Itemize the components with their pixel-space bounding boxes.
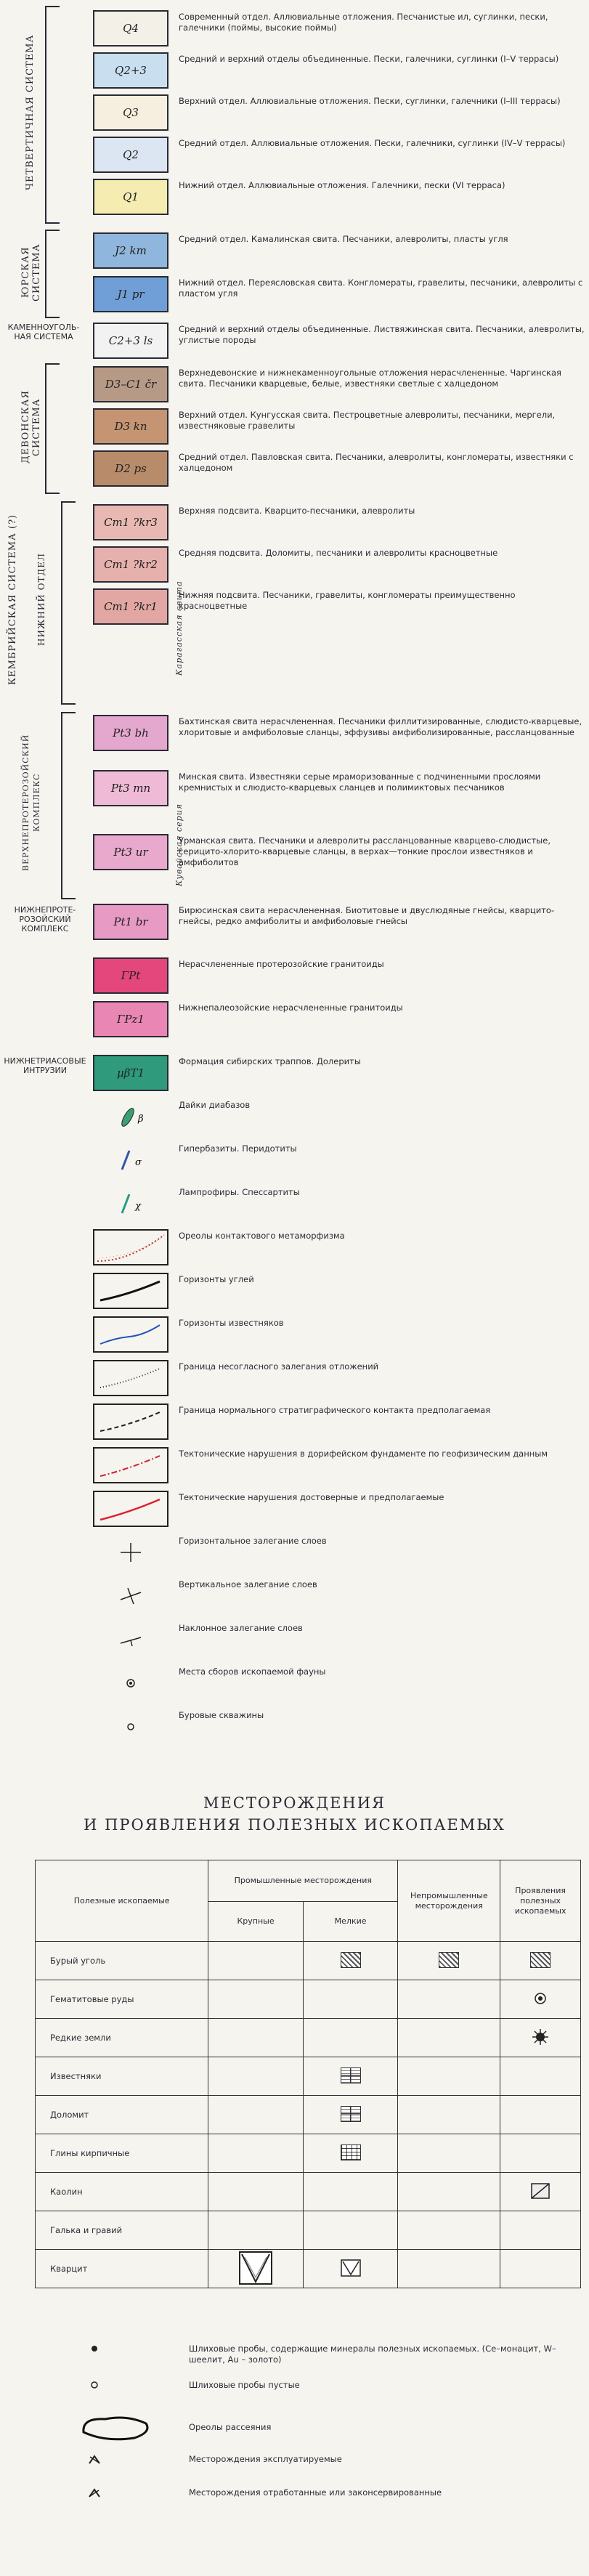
legend-row	[93, 998, 587, 1040]
deposit-symbol	[341, 2259, 361, 2277]
system-label-devonian: ДЕВОНСКАЯ СИСТЕМА	[20, 390, 42, 464]
mineral-name: Кварцит	[36, 2250, 208, 2288]
kuvai-label: Кувайская серия	[174, 803, 184, 886]
header-manifestations: Проявления полезных ископаемых	[500, 1860, 581, 1942]
legend-row	[93, 1488, 587, 1530]
deposit-cell	[398, 2019, 500, 2057]
deposit-cell	[398, 1980, 500, 2019]
svg-text:χ: χ	[135, 1201, 141, 1212]
deposit-cell	[303, 2134, 398, 2173]
legend-text: Современный отдел. Аллювиальные отложения. Песчанистые ил, суглинки, пески, галечники (поймы, высокие поймы)	[179, 12, 548, 33]
system-label-cambrian: КЕМБРИЙСКАЯ СИСТЕМА (?)	[7, 514, 18, 685]
legend-row	[93, 1139, 587, 1181]
mineral-name: Бурый уголь	[36, 1942, 208, 1980]
legend-text: Ореолы контактового метаморфизма	[179, 1231, 345, 1241]
legend-swatch	[93, 588, 168, 625]
svg-text:β: β	[138, 1114, 144, 1125]
note-text: Шлиховые пробы, содержащие минералы полезных ископаемых. (Ce–монацит, W–шеелит, Au – золото)	[189, 2344, 556, 2365]
deposit-cell	[398, 2096, 500, 2134]
legend-swatch	[93, 408, 168, 445]
legend-row	[93, 1531, 587, 1573]
legend-swatch	[93, 904, 168, 940]
legend-row	[93, 1095, 587, 1138]
table-row	[36, 2019, 581, 2057]
legend-text: Средний отдел. Павловская свита. Песчаники, алевролиты, конгломераты, известняки с халцедоном	[179, 452, 574, 473]
legend-swatch	[93, 715, 168, 751]
deposit-cell	[500, 2057, 581, 2096]
deposit-cell	[208, 2057, 304, 2096]
note-text: Ореолы рассеяния	[189, 2422, 272, 2432]
legend-text: Средний и верхний отделы объединенные. Листвяжинская свита. Песчаники, алевролиты, углистые породы	[179, 324, 585, 345]
legend-row	[93, 543, 587, 586]
legend-code: D2 ps	[115, 462, 147, 475]
deposit-cell	[500, 2173, 581, 2211]
legend-swatch	[93, 957, 168, 994]
legend-row	[93, 1444, 587, 1486]
legend-row	[93, 363, 587, 405]
legend-code: μβT1	[117, 1066, 145, 1080]
legend-row	[93, 1401, 587, 1443]
mineral-name: Доломит	[36, 2096, 208, 2134]
legend-text: Бахтинская свита нерасчлененная. Песчаники филлитизированные, слюдисто-кварцевые, хлоритовые и амфиболовые сланцы, эффузивы амфиболизированные, рассланцованные	[179, 716, 582, 737]
deposit-cell	[208, 1942, 304, 1980]
legend-row	[93, 1183, 587, 1225]
deposit-symbol	[341, 2144, 361, 2160]
legend-text: Средний отдел. Камалинская свита. Песчаники, алевролиты, пласты угля	[179, 234, 508, 244]
note-symbol-icon	[73, 2380, 116, 2393]
legend-text: Нижний отдел. Переясловская свита. Конгломераты, гравелиты, песчаники, алевролиты с пластом угля	[179, 278, 583, 299]
legend-swatch	[93, 770, 168, 806]
note-symbol-icon	[73, 2344, 116, 2357]
legend-row	[93, 49, 587, 92]
legend-code: ΓPt	[121, 969, 141, 982]
deposits-table-body	[36, 1942, 581, 2288]
devonian-bracket	[45, 363, 60, 494]
system-label-jurassic: ЮРСКАЯ СИСТЕМА	[20, 243, 42, 301]
legend-code: Q1	[123, 190, 139, 203]
legend-text: Формация сибирских траппов. Долериты	[179, 1056, 361, 1066]
legend-text: Минская свита. Известняки серые мраморизованные с подчиненными прослоями кремнистых и слюдисто-кварцевых сланцев и полимиктовых песчаников	[179, 771, 541, 793]
legend-code: Q2+3	[115, 64, 147, 77]
legend-code: ΓPz1	[117, 1013, 145, 1026]
legend-code: Pt3 ur	[113, 846, 148, 859]
note-row	[73, 2454, 581, 2480]
legend-text: Вертикальное залегание слоев	[179, 1579, 317, 1589]
deposit-cell	[303, 2057, 398, 2096]
jurassic-bracket	[45, 230, 60, 318]
note-row	[73, 2487, 581, 2514]
legend-swatch	[93, 1273, 168, 1309]
legend-code: D3 kn	[114, 420, 147, 433]
legend-swatch	[93, 1055, 168, 1091]
legend-code: D3–C1 čr	[105, 378, 157, 391]
legend-row	[93, 586, 587, 628]
system-label-lower-proterozoic: НИЖНЕПРОТЕ-РОЗОЙСКИЙ КОМПЛЕКС	[14, 905, 76, 933]
deposits-title-line1: МЕСТОРОЖДЕНИЯ	[203, 1794, 386, 1812]
deposit-cell	[208, 2211, 304, 2250]
series-label-lower: НИЖНИЙ ОТДЕЛ	[36, 553, 46, 646]
deposit-symbol	[341, 1952, 361, 1968]
note-symbol-icon	[73, 2487, 116, 2502]
legend-row	[93, 501, 587, 543]
legend-text: Горизонты углей	[179, 1274, 254, 1284]
cambrian-bracket	[61, 501, 76, 705]
legend-text: Верхнедевонские и нижнекаменноугольные отложения нерасчлененные. Чаргинская свита. Песчаники кварцевые, белые, известняки светлые с халцедоном	[179, 368, 561, 389]
legend-swatch	[93, 1621, 168, 1658]
legend-text: Места сборов ископаемой фауны	[179, 1666, 326, 1677]
deposit-cell	[398, 2250, 500, 2288]
system-label-upper-proterozoic: ВЕРХНЕПРОТЕРОЗОЙСКИЙ КОМПЛЕКС	[21, 734, 41, 872]
deposit-symbol	[341, 2067, 361, 2083]
legend-swatch	[93, 1578, 168, 1614]
legend-row	[93, 1270, 587, 1312]
deposit-cell	[303, 1980, 398, 2019]
legend-row	[93, 1226, 587, 1268]
legend-text: Нижняя подсвита. Песчаники, гравелиты, конгломераты преимущественно красноцветные	[179, 590, 516, 611]
legend-swatch	[93, 276, 168, 312]
deposit-symbol	[341, 2106, 361, 2122]
legend-row	[93, 955, 587, 997]
legend-swatch	[93, 232, 168, 269]
mineral-name: Редкие земли	[36, 2019, 208, 2057]
deposit-cell	[303, 2211, 398, 2250]
legend-row	[93, 230, 587, 272]
legend-text: Граница нормального стратиграфического контакта предполагаемая	[179, 1405, 491, 1415]
deposit-cell	[398, 2173, 500, 2211]
deposit-cell	[500, 1980, 581, 2019]
legend-text: Нижнепалеозойские нерасчлененные гранитоиды	[179, 1003, 403, 1013]
mineral-name: Глины кирпичные	[36, 2134, 208, 2173]
quaternary-bracket	[45, 6, 60, 224]
legend-text: Бирюсинская свита нерасчлененная. Биотитовые и двуслюдяные гнейсы, кварцито-гнейсы, редко амфиболиты и амфиболовые гнейсы	[179, 905, 555, 926]
legend-code: Pt3 mn	[110, 782, 151, 795]
deposit-cell	[208, 2134, 304, 2173]
legend-row	[93, 1575, 587, 1617]
legend-text: Горизонты известняков	[179, 1318, 284, 1328]
table-row	[36, 2211, 581, 2250]
note-row	[73, 2380, 581, 2406]
legend-row	[93, 320, 587, 362]
deposit-cell	[500, 2019, 581, 2057]
header-small: Мелкие	[303, 1902, 398, 1942]
legend-text: Средняя подсвита. Доломиты, песчаники и алевролиты красноцветные	[179, 548, 498, 558]
legend-swatch	[93, 1709, 168, 1745]
deposit-symbol	[530, 1952, 551, 1968]
legend-row	[93, 901, 587, 943]
deposits-table	[35, 1860, 581, 2288]
legend-swatch	[93, 1491, 168, 1527]
deposit-cell	[500, 2096, 581, 2134]
legend-swatch	[93, 179, 168, 215]
deposit-cell	[500, 1942, 581, 1980]
legend-row	[93, 1313, 587, 1356]
mineral-name: Каолин	[36, 2173, 208, 2211]
legend-row	[93, 1706, 587, 1748]
legend-row	[93, 1052, 587, 1094]
legend-code: Q4	[123, 22, 139, 35]
legend-swatch	[93, 94, 168, 131]
legend-text: Верхняя подсвита. Кварцито-песчаники, алевролиты	[179, 506, 415, 516]
legend-swatch	[93, 52, 168, 89]
legend-row	[93, 1357, 587, 1399]
system-label-carboniferous: КАМЕННОУГОЛЬ-НАЯ СИСТЕМА	[7, 323, 80, 341]
deposit-cell	[398, 2134, 500, 2173]
legend-text: Гипербазиты. Перидотиты	[179, 1143, 297, 1154]
legend-row	[93, 273, 587, 315]
deposit-symbol	[439, 1952, 459, 1968]
legend-text: Буровые скважины	[179, 1710, 264, 1720]
legend-row	[93, 92, 587, 134]
table-row	[36, 1942, 581, 1980]
legend-text: Нерасчлененные протерозойские гранитоиды	[179, 959, 384, 969]
legend-text: Тектонические нарушения в дорифейском фундаменте по геофизическим данным	[179, 1449, 548, 1459]
legend-row	[93, 831, 587, 873]
legend-row	[93, 447, 587, 490]
deposit-cell	[500, 2211, 581, 2250]
legend-code: Q3	[123, 106, 139, 119]
legend-text: Верхний отдел. Аллювиальные отложения. Пески, суглинки, галечники (I–III террасы)	[179, 96, 561, 106]
legend-swatch	[93, 1001, 168, 1037]
legend-swatch	[93, 450, 168, 487]
header-nonindustrial: Непромышленные месторождения	[398, 1860, 500, 1942]
note-symbol-icon	[73, 2454, 116, 2468]
header-mineral: Полезные ископаемые	[36, 1860, 208, 1942]
legend-swatch	[93, 10, 168, 46]
deposit-cell	[398, 2211, 500, 2250]
upper-proterozoic-bracket	[61, 712, 76, 899]
legend-row	[93, 1662, 587, 1704]
legend-row	[93, 712, 587, 754]
deposit-cell	[398, 1942, 500, 1980]
legend-code: Cm1 ?kr2	[104, 558, 158, 571]
legend-swatch	[93, 834, 168, 870]
legend-text: Тектонические нарушения достоверные и предполагаемые	[179, 1492, 444, 1502]
deposit-cell	[208, 2250, 304, 2288]
legend-swatch	[93, 1665, 168, 1701]
deposit-symbol	[531, 2183, 550, 2199]
legend-row	[93, 7, 587, 49]
svg-text:σ: σ	[135, 1157, 142, 1168]
table-row	[36, 2250, 581, 2288]
deposit-cell	[500, 2250, 581, 2288]
legend-text: Горизонтальное залегание слоев	[179, 1536, 327, 1546]
legend-text: Средний отдел. Аллювиальные отложения. Пески, галечники, суглинки (IV–V террасы)	[179, 138, 566, 148]
mineral-name: Галька и гравий	[36, 2211, 208, 2250]
legend-text: Граница несогласного залегания отложений	[179, 1361, 379, 1372]
legend-code: Cm1 ?kr3	[104, 516, 158, 529]
karagas-label: Карагасская свита	[174, 580, 184, 676]
legend-swatch	[93, 1186, 168, 1222]
legend-text: Урманская свита. Песчаники и алевролиты рассланцованные кварцево-слюдистые, серицито-хлорито-кварцевые сланцы, в верхах—тонкие прослои известняков и амфиболитов	[179, 835, 551, 867]
legend-code: Q2	[123, 148, 139, 161]
legend-swatch	[93, 1360, 168, 1396]
table-row	[36, 2134, 581, 2173]
legend-row	[93, 767, 587, 809]
note-row	[73, 2344, 581, 2370]
legend-swatch	[93, 546, 168, 583]
deposit-cell	[303, 2096, 398, 2134]
legend-swatch	[93, 323, 168, 359]
legend-text: Средний и верхний отделы объединенные. Пески, галечники, суглинки (I–V террасы)	[179, 54, 559, 64]
legend-swatch	[93, 504, 168, 540]
legend-swatch	[93, 1142, 168, 1178]
legend-code: J2 km	[115, 244, 147, 257]
deposit-symbol	[532, 2028, 549, 2046]
deposit-cell	[303, 2019, 398, 2057]
table-row	[36, 2057, 581, 2096]
table-row	[36, 2173, 581, 2211]
legend-swatch	[93, 1534, 168, 1571]
legend-code: J1 pr	[117, 288, 145, 301]
legend-text: Нижний отдел. Аллювиальные отложения. Галечники, пески (VI терраса)	[179, 180, 505, 190]
legend-text: Наклонное залегание слоев	[179, 1623, 303, 1633]
legend-swatch	[93, 1404, 168, 1440]
note-text: Месторождения отработанные или законсервированные	[189, 2487, 442, 2498]
header-large: Крупные	[208, 1902, 304, 1942]
legend-swatch	[93, 1316, 168, 1353]
legend-text: Дайки диабазов	[179, 1100, 251, 1110]
note-symbol-icon	[73, 2410, 160, 2450]
deposit-cell	[500, 2134, 581, 2173]
legend-code: Cm1 ?kr1	[104, 600, 158, 613]
note-text: Месторождения эксплуатируемые	[189, 2454, 342, 2464]
mineral-name: Гематитовые руды	[36, 1980, 208, 2019]
deposit-cell	[208, 2173, 304, 2211]
deposits-title-line2: И ПРОЯВЛЕНИЯ ПОЛЕЗНЫХ ИСКОПАЕМЫХ	[84, 1816, 505, 1834]
legend-swatch	[93, 1229, 168, 1265]
legend-code: Pt3 bh	[113, 726, 149, 740]
deposit-symbol	[533, 1991, 548, 2006]
legend-row	[93, 134, 587, 176]
legend-swatch	[93, 137, 168, 173]
deposit-cell	[303, 2173, 398, 2211]
legend-swatch	[93, 1447, 168, 1483]
mineral-name: Известняки	[36, 2057, 208, 2096]
note-text: Шлиховые пробы пустые	[189, 2380, 300, 2390]
table-row	[36, 2096, 581, 2134]
legend-row	[93, 176, 587, 218]
deposit-symbol	[239, 2251, 272, 2285]
system-label-intrusions: НИЖНЕТРИАСОВЫЕ ИНТРУЗИИ	[4, 1056, 86, 1075]
table-row	[36, 1980, 581, 2019]
deposit-cell	[303, 1942, 398, 1980]
legend-row	[93, 405, 587, 447]
legend-text: Лампрофиры. Спессартиты	[179, 1187, 300, 1197]
legend-text: Верхний отдел. Кунгусская свита. Пестроцветные алевролиты, песчаники, мергели, известняковые гравелиты	[179, 410, 556, 431]
note-row	[73, 2410, 581, 2450]
deposit-cell	[398, 2057, 500, 2096]
deposit-cell	[208, 1980, 304, 2019]
system-label-quaternary: ЧЕТВЕРТИЧНАЯ СИСТЕМА	[25, 34, 36, 191]
legend-swatch	[93, 1098, 168, 1135]
deposit-cell	[208, 2096, 304, 2134]
legend-swatch	[93, 366, 168, 402]
legend-code: Pt1 br	[113, 915, 148, 928]
legend-code: C2+3 ls	[108, 334, 153, 347]
header-industrial: Промышленные месторождения	[208, 1860, 398, 1902]
legend-row	[93, 1619, 587, 1661]
deposit-cell	[208, 2019, 304, 2057]
deposit-cell	[303, 2250, 398, 2288]
